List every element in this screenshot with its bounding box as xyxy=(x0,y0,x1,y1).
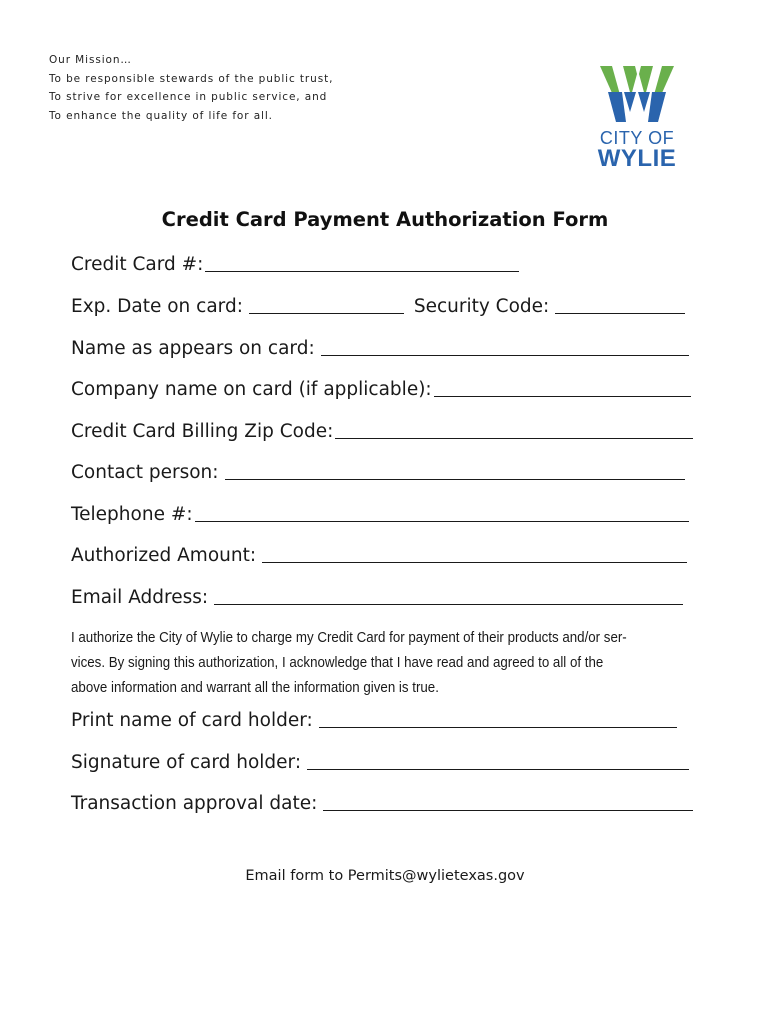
email-address-field xyxy=(71,587,683,613)
billing-zip-field xyxy=(71,421,693,447)
name-on-card-field xyxy=(71,338,689,364)
mission-heading: Our Mission… xyxy=(49,54,132,66)
mission-line: To be responsible stewards of the public trust, xyxy=(49,72,334,85)
authorization-statement xyxy=(71,626,638,701)
name-on-card-label: Name as appears on card: xyxy=(71,338,315,359)
name-on-card-blank[interactable] xyxy=(321,354,689,356)
mission-statement xyxy=(49,51,333,126)
logo-city-of-text: CITY OF xyxy=(599,128,675,148)
expiration-security-row xyxy=(71,296,685,322)
print-name-label: Print name of card holder: xyxy=(71,710,313,731)
authorization-line: I authorize the City of Wylie to charge my Credit Card for payment of their products and/or ser- xyxy=(71,630,627,646)
billing-zip-blank[interactable] xyxy=(335,437,693,439)
approval-date-label: Transaction approval date: xyxy=(71,793,318,814)
signature-label: Signature of card holder: xyxy=(71,752,302,773)
telephone-field xyxy=(71,504,689,530)
company-name-label: Company name on card (if applicable): xyxy=(71,379,432,400)
approval-date-blank[interactable] xyxy=(323,809,693,811)
city-of-wylie-logo xyxy=(592,62,682,172)
telephone-label: Telephone #: xyxy=(71,504,193,525)
credit-card-number-blank[interactable] xyxy=(205,270,519,272)
security-code-blank[interactable] xyxy=(555,312,685,314)
contact-person-field xyxy=(71,462,685,488)
logo-wylie-text: WYLIE xyxy=(597,145,677,172)
approval-date-field xyxy=(71,793,693,819)
security-code-label: Security Code: xyxy=(413,296,550,317)
email-address-label: Email Address: xyxy=(71,587,209,608)
email-instruction: Email form to Permits@wylietexas.gov xyxy=(245,868,525,884)
email-address-blank[interactable] xyxy=(214,603,683,605)
form-title: Credit Card Payment Authorization Form xyxy=(161,208,609,231)
company-name-blank[interactable] xyxy=(434,395,691,397)
mission-line: To enhance the quality of life for all. xyxy=(49,110,273,123)
signature-field xyxy=(71,752,689,778)
signature-blank[interactable] xyxy=(307,768,689,770)
credit-card-number-field xyxy=(71,254,519,280)
authorized-amount-field xyxy=(71,545,687,571)
telephone-blank[interactable] xyxy=(195,520,689,522)
wylie-w-logo-icon xyxy=(592,62,682,126)
authorization-line: vices. By signing this authorization, I acknowledge that I have read and agreed to all of the xyxy=(71,655,604,671)
authorized-amount-blank[interactable] xyxy=(262,561,687,563)
print-name-blank[interactable] xyxy=(319,726,677,728)
print-name-field xyxy=(71,710,677,736)
contact-person-label: Contact person: xyxy=(71,462,219,483)
exp-date-label: Exp. Date on card: xyxy=(71,296,243,317)
mission-line: To strive for excellence in public service, and xyxy=(49,91,328,104)
credit-card-number-label: Credit Card #: xyxy=(71,254,204,275)
authorization-line: above information and warrant all the information given is true. xyxy=(71,680,439,696)
company-name-field xyxy=(71,379,691,405)
billing-zip-label: Credit Card Billing Zip Code: xyxy=(71,421,334,442)
exp-date-blank[interactable] xyxy=(249,312,404,314)
authorized-amount-label: Authorized Amount: xyxy=(71,545,257,566)
contact-person-blank[interactable] xyxy=(225,478,685,480)
